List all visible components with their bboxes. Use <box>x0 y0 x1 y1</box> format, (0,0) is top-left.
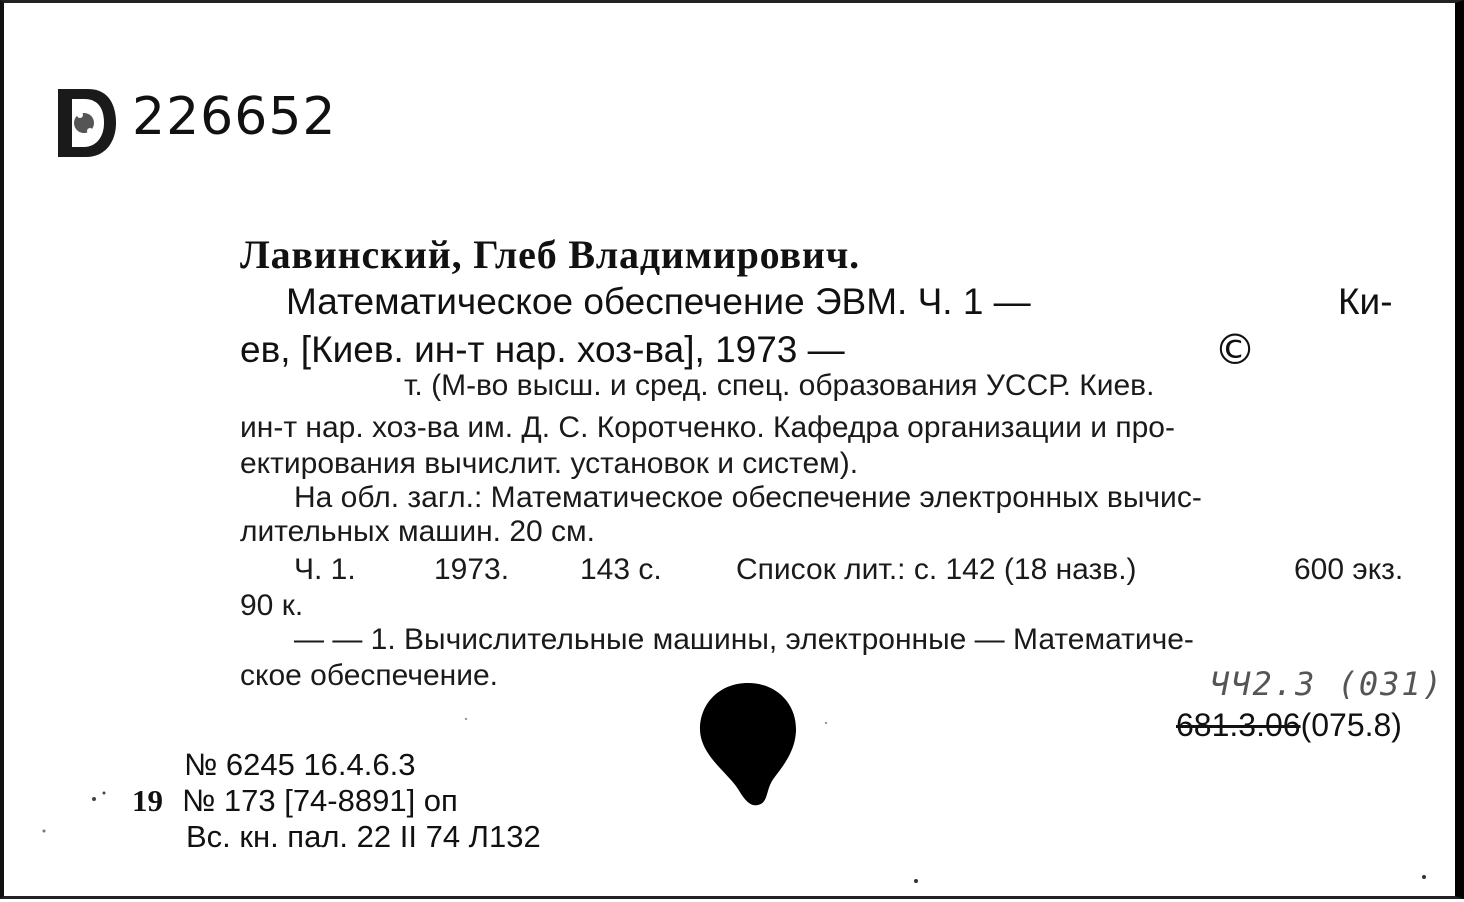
part-bibliography: Список лит.: с. 142 (18 назв.) <box>736 553 1137 586</box>
library-seal-icon <box>54 85 118 161</box>
price: 90 к. <box>240 589 304 622</box>
udc-printed-tail: (075.8) <box>1300 707 1402 743</box>
cover-title-note-1: На обл. загл.: Математическое обеспечение электронных вычис- <box>294 481 1202 514</box>
subject-line-1: — — 1. Вычислительные машины, электронные — Математиче- <box>294 623 1194 656</box>
subject-line-2: ское обеспечение. <box>240 659 498 692</box>
series-note-line-3: ектирования вычислит. установок и систем). <box>240 447 859 480</box>
part-year: 1973. <box>434 553 510 586</box>
udc-printed-struck: 681.3.06 <box>1176 707 1301 743</box>
footer-line-1: № 6245 16.4.6.3 <box>184 747 416 782</box>
footer-line-3: Вс. кн. пал. 22 II 74 Л132 <box>186 819 541 854</box>
udc-printed <box>1176 707 1402 744</box>
footer-year: 19 <box>132 783 163 818</box>
part-number: Ч. 1. <box>294 553 356 586</box>
series-note-line-2: ин-т нар. хоз-ва им. Д. С. Коротченко. Кафедра организации и про- <box>240 411 1175 444</box>
accession-number: 226652 <box>132 87 337 147</box>
copyright-icon: © <box>1214 325 1256 374</box>
part-line <box>294 553 1412 589</box>
cover-title-note-2: лительных машин. 20 см. <box>240 515 595 548</box>
author-heading: Лавинский, Глеб Владимирович. <box>240 232 860 277</box>
udc-handwritten: ЧЧ2.3 (031) <box>1210 665 1444 703</box>
part-copies: 600 экз. <box>1294 553 1404 586</box>
title-line-2: ев, [Киев. ин-т нар. хоз-ва], 1973 — <box>240 329 845 370</box>
part-pages: 143 с. <box>580 553 662 586</box>
footer-line-2: № 173 [74-8891] оп <box>182 783 458 818</box>
punch-hole-icon <box>698 681 798 807</box>
series-note-line-1: т. (М-во высш. и сред. спец. образования УССР. Киев. <box>404 369 1155 402</box>
title-line-1: Математическое обеспечение ЭВМ. Ч. 1 — <box>286 281 1031 322</box>
title-line-1-tail: Ки- <box>1338 281 1393 322</box>
